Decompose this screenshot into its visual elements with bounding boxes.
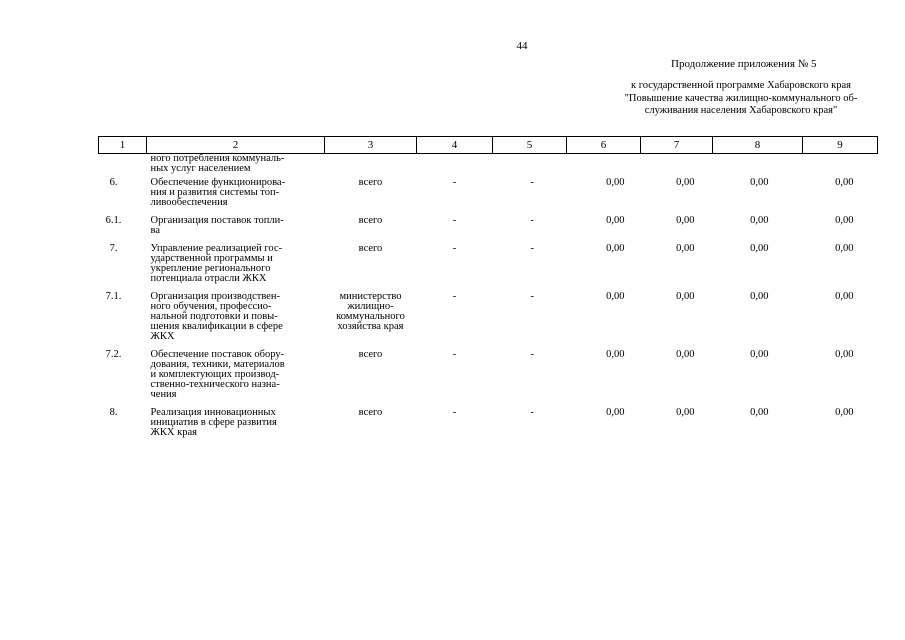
cell-col7: 0,00 <box>676 407 695 418</box>
cell-col5: - <box>530 243 534 254</box>
cell-col8: 0,00 <box>750 349 769 360</box>
cell-col7: 0,00 <box>676 177 695 188</box>
cell-col5: - <box>530 177 534 188</box>
text-line: и комплектующих производ- <box>150 369 280 380</box>
cell-col8: 0,00 <box>750 291 769 302</box>
table-body <box>99 154 878 443</box>
text-line: потенциала отрасли ЖКХ <box>150 273 267 284</box>
row-number: 7.2. <box>105 349 122 360</box>
cell-col9: 0,00 <box>835 215 854 226</box>
column-header: 9 <box>803 137 878 154</box>
cell-col6: 0,00 <box>606 291 625 302</box>
text-line: нальной подготовки и повы- <box>150 311 278 322</box>
text-line: ственно-технического назна- <box>150 379 280 390</box>
row-name <box>147 404 325 442</box>
cell-col5: - <box>530 349 534 360</box>
table-row <box>99 240 878 288</box>
column-header: 8 <box>713 137 803 154</box>
cell-col9: 0,00 <box>835 407 854 418</box>
cell-col7: 0,00 <box>676 349 695 360</box>
text-line: ния и развития системы топ- <box>150 187 280 198</box>
cell-col6: 0,00 <box>606 215 625 226</box>
cell-col8: 0,00 <box>750 243 769 254</box>
column-header: 4 <box>417 137 493 154</box>
text-line: Управление реализацией гос- <box>150 243 283 254</box>
table-row <box>99 346 878 404</box>
row-name <box>147 212 325 240</box>
cell-col8: 0,00 <box>750 215 769 226</box>
cell-col9: 0,00 <box>835 349 854 360</box>
text-line: ливообеспечения <box>150 197 228 208</box>
row-number: 8. <box>109 407 118 418</box>
cell-col7: 0,00 <box>676 291 695 302</box>
cell-col4: - <box>452 291 457 302</box>
page-number: 44 <box>516 40 528 52</box>
appendix-title: Продолжение приложения № 5 <box>671 58 817 70</box>
cell-col8: 0,00 <box>750 177 769 188</box>
text-line: всего <box>358 177 383 188</box>
table-row <box>99 288 878 346</box>
cell-col4: - <box>452 349 457 360</box>
text-line: Организация поставок топли- <box>150 215 284 226</box>
text-line: жилищно- <box>347 301 394 312</box>
table-row <box>99 174 878 212</box>
row-executor <box>325 212 417 240</box>
appendix-subtitle <box>608 80 874 118</box>
table-row <box>99 212 878 240</box>
row-number: 6. <box>109 177 118 188</box>
text-line: хозяйства края <box>337 321 404 332</box>
text-line: всего <box>358 349 383 360</box>
text-line: ЖКХ <box>150 331 175 342</box>
text-line: всего <box>358 243 383 254</box>
text-line: ного обучения, профессио- <box>150 301 272 312</box>
subtitle-line: "Повышение качества жилищно-коммунального об- <box>624 92 858 104</box>
row-name <box>147 288 325 346</box>
subtitle-line: служивания населения Хабаровского края" <box>644 105 838 116</box>
table-row-continuation <box>99 154 878 175</box>
cell-col4: - <box>452 407 457 418</box>
row-name <box>147 346 325 404</box>
column-header: 2 <box>147 137 325 154</box>
text-line: Обеспечение функционирова- <box>150 177 286 188</box>
text-line: шения квалификации в сфере <box>150 321 283 332</box>
text-line: чения <box>150 389 177 400</box>
cell-col9: 0,00 <box>835 177 854 188</box>
cell-col7: 0,00 <box>676 243 695 254</box>
cell-col5: - <box>530 407 534 418</box>
text-line: ных услуг населением <box>150 163 251 174</box>
text-line: ва <box>150 225 160 236</box>
row-executor <box>325 404 417 442</box>
row-name <box>147 240 325 288</box>
cell-col5: - <box>530 215 534 226</box>
data-table <box>98 136 878 442</box>
table-row <box>99 404 878 442</box>
cell-col6: 0,00 <box>606 243 625 254</box>
text-line: дования, техники, материалов <box>150 359 285 370</box>
cell-col4: - <box>452 215 457 226</box>
text-line: Реализация инновационных <box>150 407 276 418</box>
cell-col5: - <box>530 291 534 302</box>
row-number: 7. <box>109 243 118 254</box>
row-executor <box>325 240 417 288</box>
text-line: ЖКХ края <box>150 427 197 438</box>
column-header: 1 <box>99 137 147 154</box>
column-header: 7 <box>641 137 713 154</box>
row-executor <box>325 288 417 346</box>
cell-col7: 0,00 <box>676 215 695 226</box>
text-line: ударственной программы и <box>150 253 273 264</box>
text-line: всего <box>358 407 383 418</box>
text-line: укрепление регионального <box>150 263 271 274</box>
column-header: 3 <box>325 137 417 154</box>
text-line: всего <box>358 215 383 226</box>
text-line: ного потребления коммуналь- <box>150 153 285 164</box>
row-executor <box>325 346 417 404</box>
cell-col6: 0,00 <box>606 407 625 418</box>
row-executor <box>325 174 417 212</box>
table-header <box>99 137 878 154</box>
row-name <box>147 174 325 212</box>
cell-col4: - <box>452 177 457 188</box>
column-header: 5 <box>493 137 567 154</box>
cell-col6: 0,00 <box>606 177 625 188</box>
column-header: 6 <box>567 137 641 154</box>
row-number: 7.1. <box>105 291 122 302</box>
cell-col4: - <box>452 243 457 254</box>
text-line: Организация производствен- <box>150 291 281 302</box>
text-line: Обеспечение поставок обору- <box>150 349 285 360</box>
row-number: 6.1. <box>105 215 122 226</box>
text-line: коммунального <box>336 311 405 322</box>
cell-col9: 0,00 <box>835 243 854 254</box>
cell-col6: 0,00 <box>606 349 625 360</box>
text-line: инициатив в сфере развития <box>150 417 277 428</box>
subtitle-line: к государственной программе Хабаровского края <box>631 80 851 91</box>
row-name-continuation <box>147 154 325 175</box>
cell-col8: 0,00 <box>750 407 769 418</box>
text-line: министерство <box>339 291 402 302</box>
cell-col9: 0,00 <box>835 291 854 302</box>
